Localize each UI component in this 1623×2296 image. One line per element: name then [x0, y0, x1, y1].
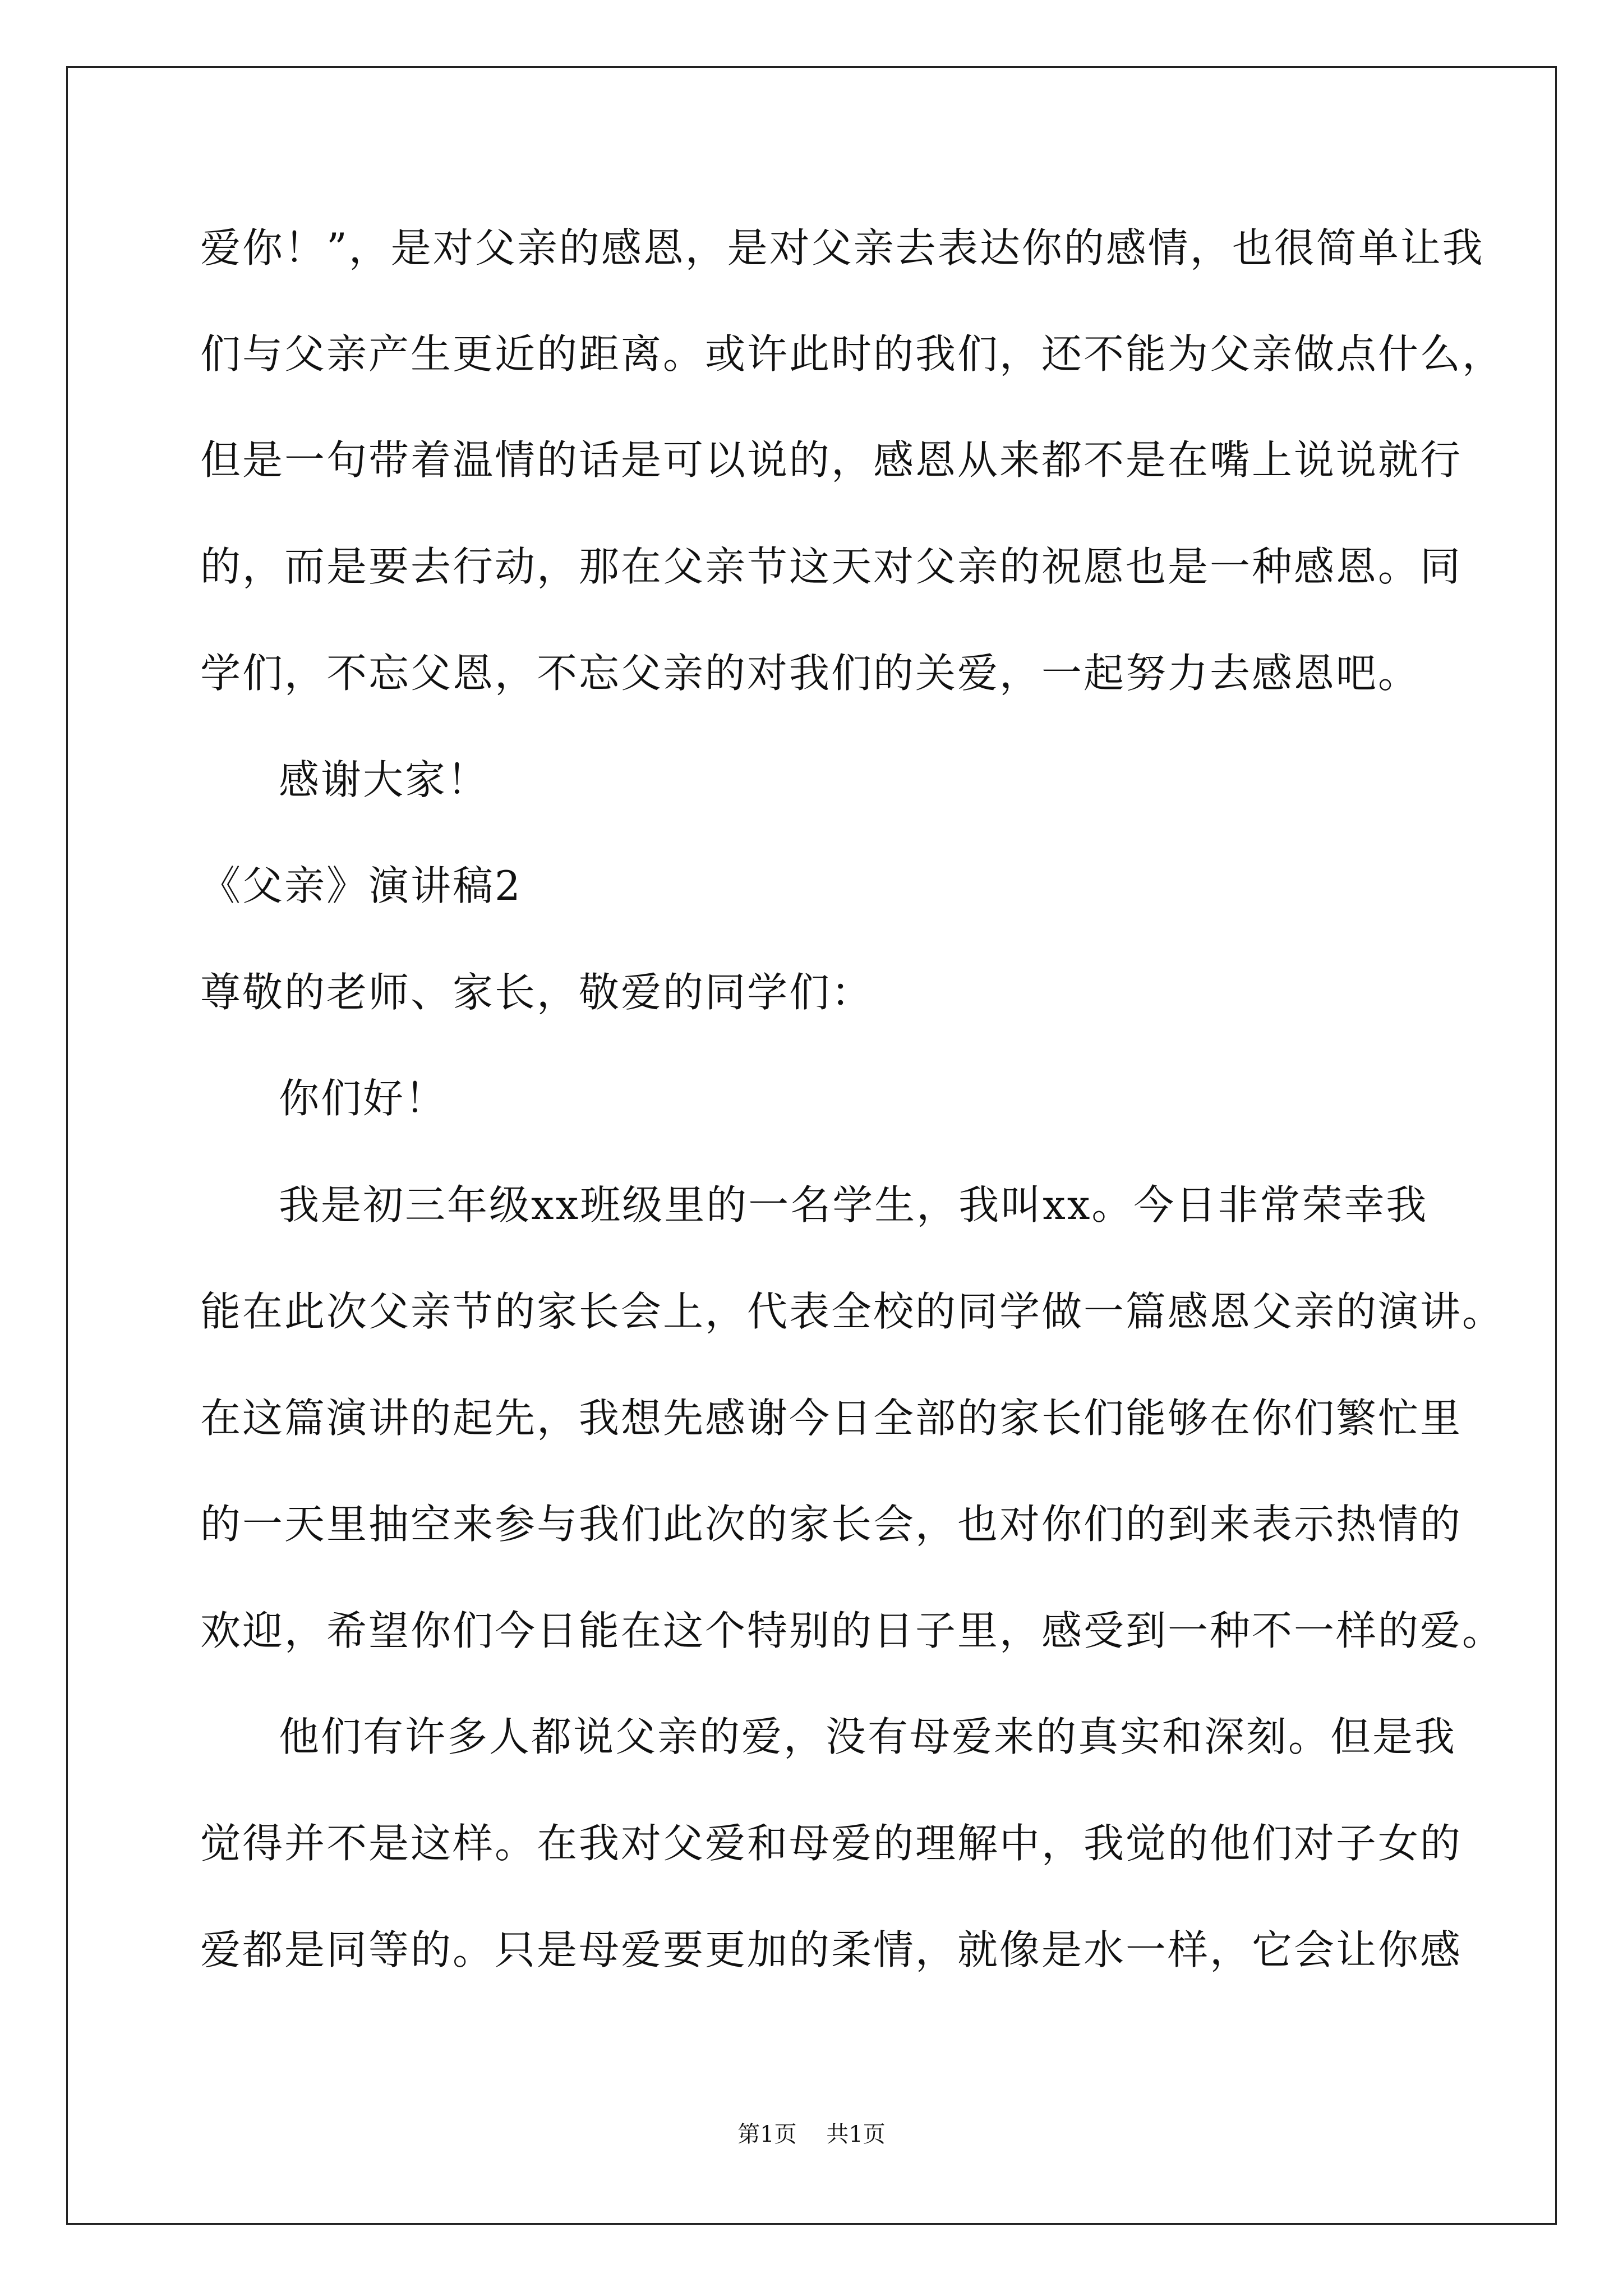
text-line: 的，而是要去行动，那在父亲节这天对父亲的祝愿也是一种感恩。同 [200, 543, 1463, 590]
text-line: 们与父亲产生更近的距离。或许此时的我们，还不能为父亲做点什么， [200, 330, 1505, 378]
text-line: 我是初三年级xx班级里的一名学生，我叫xx。今日非常荣幸我 [279, 1181, 1428, 1228]
text-line: 但是一句带着温情的话是可以说的，感恩从来都不是在嘴上说说就行 [200, 436, 1463, 484]
salutation: 尊敬的老师、家长，敬爱的同学们： [200, 969, 874, 1016]
page-footer [0, 2120, 1623, 2148]
text-line: 觉得并不是这样。在我对父爱和母爱的理解中，我觉的他们对子女的 [200, 1820, 1463, 1867]
text-line: 能在此次父亲节的家长会上，代表全校的同学做一篇感恩父亲的演讲。 [200, 1288, 1505, 1335]
page-total: 共1页 [826, 2122, 886, 2147]
text-line: 你们好！ [279, 1075, 448, 1122]
text-line: 感谢大家！ [279, 756, 490, 803]
text-line: 他们有许多人都说父亲的爱，没有母爱来的真实和深刻。但是我 [279, 1713, 1457, 1760]
page-border [66, 66, 1557, 2225]
text-line: 欢迎，希望你们今日能在这个特别的日子里，感受到一种不一样的爱。 [200, 1607, 1505, 1654]
text-line: 学们，不忘父恩，不忘父亲的对我们的关爱，一起努力去感恩吧。 [200, 650, 1421, 697]
text-line: 爱你！”，是对父亲的感恩，是对父亲去表达你的感情，也很简单让我 [200, 224, 1484, 272]
section-heading: 《父亲》演讲稿2 [200, 862, 522, 909]
text-line: 在这篇演讲的起先，我想先感谢今日全部的家长们能够在你们繁忙里 [200, 1395, 1463, 1442]
text-line: 爱都是同等的。只是母爱要更加的柔情，就像是水一样，它会让你感 [200, 1926, 1463, 1973]
page-number: 第1页 [737, 2122, 797, 2147]
text-line: 的一天里抽空来参与我们此次的家长会，也对你们的到来表示热情的 [200, 1501, 1463, 1548]
